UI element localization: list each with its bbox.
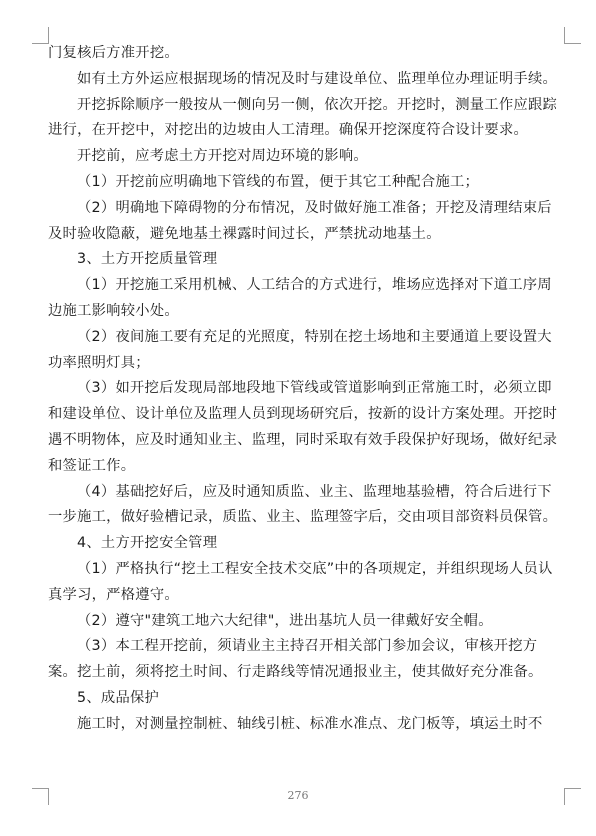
paragraph: 4、土方开挖安全管理 (77, 535, 218, 552)
paragraph: （4）基础挖好后，应及时通知质监、业主、监理地基验槽，符合后进行下一步施工，做好验槽记录，质监、业主、监理签字后，交由项目部资料员保管。 (48, 483, 558, 526)
paragraph: （1）严格执行“挖土工程安全技术交底”中的各项规定，并组织现场人员认真学习，严格遵守。 (48, 560, 553, 603)
page-number: 276 (287, 789, 309, 802)
paragraph: （3）如开挖后发现局部地段地下管线或管道影响到正常施工时，必须立即和建设单位、设计单位及监理人员到现场研究后，按新的设计方案处理。开挖时遇不明物体，应及时通知业主、监理，同时采取有效手段保护好现场，做好纪录和签证工作。 (48, 380, 558, 474)
paragraph: （2）夜间施工要有充足的光照度，特别在挖土场地和主要通道上要设置大功率照明灯具； (48, 328, 552, 371)
paragraph: 施工时，对测量控制桩、轴线引桩、标准水准点、龙门板等，填运土时不 (77, 715, 543, 732)
paragraph: 如有土方外运应根据现场的情况及时与建设单位、监理单位办理证明手续。 (77, 70, 558, 87)
paragraph: 开挖前，应考虑土方开挖对周边环境的影响。 (77, 148, 368, 165)
paragraph: （1）开挖前应明确地下管线的布置，便于其它工种配合施工； (77, 173, 480, 190)
document-body (48, 41, 564, 738)
paragraph: 5、成品保护 (77, 689, 160, 706)
paragraph: 3、土方开挖质量管理 (77, 251, 218, 268)
paragraph: （1）开挖施工采用机械、人工结合的方式进行，堆场应选择对下道工序周边施工影响较小处。 (48, 277, 552, 319)
crop-mark-top-left (32, 27, 49, 44)
paragraph: 门复核后方准开挖。 (48, 45, 179, 61)
paragraph: （2）遵守"建筑工地六大纪律"，进出基坑人员一律戴好安全帽。 (77, 612, 493, 629)
crop-mark-top-right (564, 27, 581, 44)
paragraph: （3）本工程开挖前，须请业主主持召开相关部门参加会议，审核开挖方案。挖土前，须将挖土时间、行走路线等情况通报业主，使其做好充分准备。 (48, 638, 543, 681)
paragraph: （2）明确地下障碍物的分布情况，及时做好施工准备；开挖及清理结束后及时验收隐蔽，避免地基土裸露时间过长，严禁扰动地基土。 (48, 199, 552, 242)
paragraph: 开挖拆除顺序一般按从一侧向另一侧，依次开挖。开挖时，测量工作应跟踪进行，在开挖中，对挖出的边坡由人工清理。确保开挖深度符合设计要求。 (48, 96, 558, 139)
